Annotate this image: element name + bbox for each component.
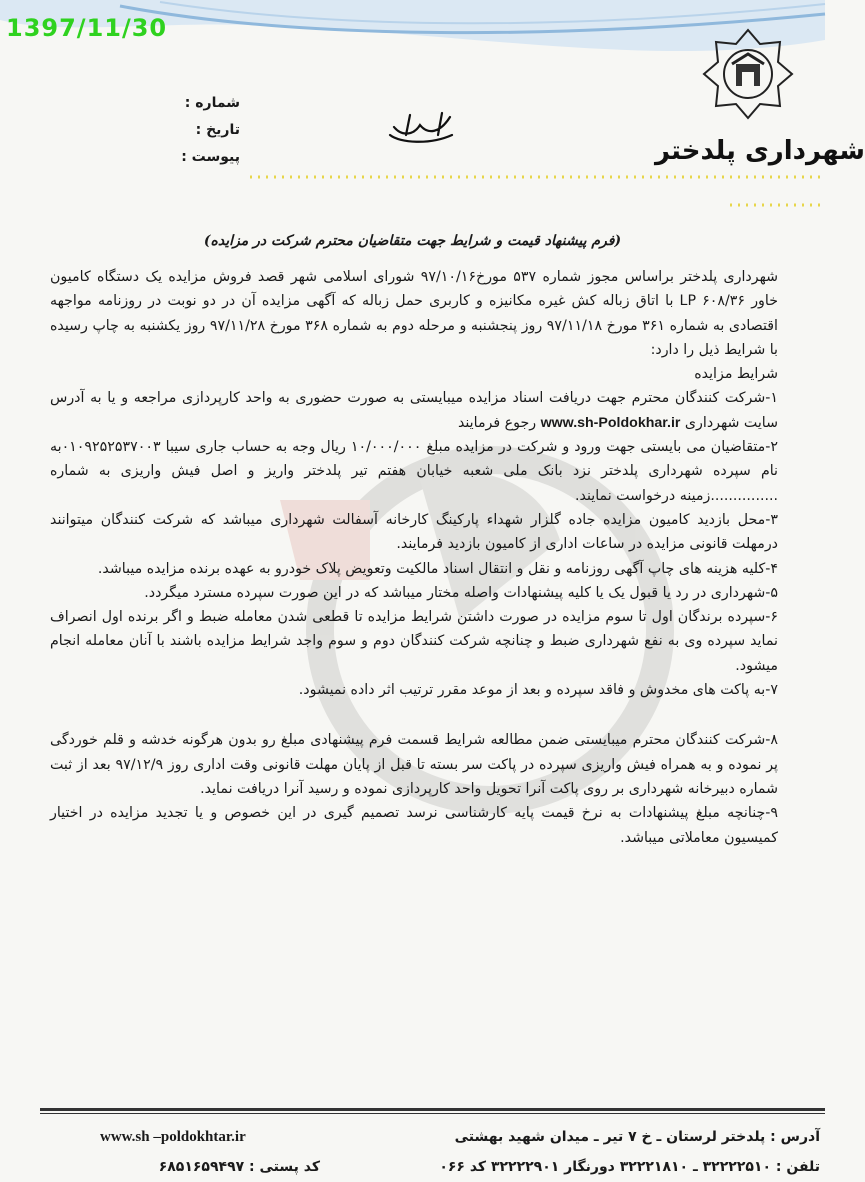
condition-item-9: ۹-چنانچه مبلغ پیشنهادات به نرخ قیمت پایه کارشناسی نرسد تصمیم گیری در این خصوص و یا تجدید مزایده در اختیار کمیسیون معاملاتی میباشد. <box>50 805 778 846</box>
condition-1-website-link[interactable]: www.sh-Poldokhar.ir <box>540 414 681 431</box>
footer-rule-thick <box>40 1108 825 1111</box>
condition-item-2: ۲-متقاضیان می بایستی جهت ورود و شرکت در مزایده مبلغ ۱۰/۰۰۰/۰۰۰ ریال وجه به حساب جاری سیبا ۰۱۰۹۲۵۲۵۳۷۰۰۳به نام سپرده شهرداری پلدختر نزد بانک ملی شعبه خیابان هفتم تیر پلدختر واریز و اصل فیش واریزی به شماره ...............زمینه درخواست نمایند. <box>50 439 778 504</box>
condition-item-1 <box>50 386 778 435</box>
footer-address: آدرس : پلدختر لرستان ـ خ ۷ تیر ـ میدان شهید بهشتی <box>454 1129 820 1145</box>
municipality-name: شهرداری پلدختر <box>655 136 865 166</box>
attachment-label: پیوست : <box>181 149 240 165</box>
number-label: شماره : <box>184 95 240 111</box>
letter-meta-block <box>150 90 240 171</box>
date-label: تاریخ : <box>195 122 240 138</box>
footer-postal-code: کد پستی : ۶۸۵۱۶۵۹۴۹۷ <box>158 1159 320 1175</box>
footer-phone: تلفن : ۳۲۲۲۲۵۱۰ ـ ۳۲۲۲۱۸۱۰ دورنگار ۳۲۲۲۲۹۰۱ کد ۰۶۶ <box>439 1159 820 1175</box>
condition-item-7: ۷-به پاکت های مخدوش و فاقد سپرده و بعد از موعد مقرر ترتیب اثر داده نمیشود. <box>298 682 778 699</box>
condition-item-3: ۳-محل بازدید کامیون مزایده جاده گلزار شهداء پارکینگ کارخانه آسفالت شهرداری میباشد که شرکت کنندگان میتوانند درمهلت قانونی مزایده در ساعات اداری از کامیون بازدید فرمایند. <box>50 511 778 553</box>
footer-website-link[interactable]: www.sh –poldokhtar.ir <box>100 1129 246 1145</box>
condition-1-tail: رجوع فرمایند <box>457 414 537 431</box>
header-dotted-rule <box>250 175 825 215</box>
condition-item-8: ۸-شرکت کنندگان محترم میبایستی ضمن مطالعه شرایط قسمت فرم پیشنهادی مبلغ رو بدون هرگونه خدشه و قلم خوردگی پر نموده و به همراه فیش واریزی سپرده در پاکت سر بسته تا قبل از پایان مهلت قانونی وقت اداری روز ۹۷/۱۲/۹ بعد از ثبت شماره دبیرخانه شهرداری بر روی پاکت آنرا تحویل واحد کارپردازی نموده و رسید آنرا دریافت نماید. <box>50 732 778 797</box>
intro-paragraph: شهرداری پلدختر براساس مجوز شماره ۵۳۷ مورخ۹۷/۱۰/۱۶ شورای اسلامی شهر قصد فروش مزایده یک دستگاه کامیون خاور LP ۶۰۸/۳۶ با اتاق زباله کش غیره مکانیزه و کاربری حمل زباله که آگهی مزایده آن در دو نوبت در روزنامه مواجهه اقتصادی به شماره ۳۶۱ مورخ ۹۷/۱۱/۱۸ روز پنجشنبه و مرحله دوم به شماره ۳۶۸ مورخ ۹۷/۱۱/۲۸ روز یکشنبه به چاپ رسیده با شرایط ذیل را دارد: <box>50 269 779 358</box>
letter-body <box>50 265 778 850</box>
footer-contact <box>330 1122 820 1182</box>
condition-1-text: ۱-شرکت کنندگان محترم جهت دریافت اسناد مزایده میبایستی به صورت حضوری به واحد کارپردازی مراجعه و یا به آدرس سایت شهرداری <box>50 390 778 431</box>
municipality-emblem-logo <box>702 28 794 120</box>
condition-item-6: ۶-سپرده برندگان اول تا سوم مزایده در صورت داشتن شرایط مزایده تا قطعی شدن معامله ضبط و اگر برنده اول انصراف نماید سپرده وی به نفع شهرداری ضبط و چنانچه شرکت کنندگان دوم و سوم واجد شرایط مزایده باشند با آنان معامله انجام میشود. <box>50 609 778 674</box>
received-date-stamp: 1397/11/30 <box>6 14 168 42</box>
footer-web-postal <box>90 1122 320 1182</box>
conditions-heading: شرایط مزایده <box>694 366 778 383</box>
footer-rule-thin <box>40 1113 825 1114</box>
condition-item-5: ۵-شهرداری در رد یا قبول یک یا کلیه پیشنهادات واصله مختار میباشد که در این صورت سپرده مسترد میگردد. <box>144 584 778 601</box>
condition-item-4: ۴-کلیه هزینه های چاپ آگهی روزنامه و نقل و انتقال اسناد مالکیت وتعویض پلاک خودرو به عهده برنده مزایده میباشد. <box>97 560 778 577</box>
form-title: (فرم پیشنهاد قیمت و شرایط جهت متقاضیان محترم شرکت در مزایده) <box>203 233 622 249</box>
basmala-calligraphy <box>380 105 460 150</box>
